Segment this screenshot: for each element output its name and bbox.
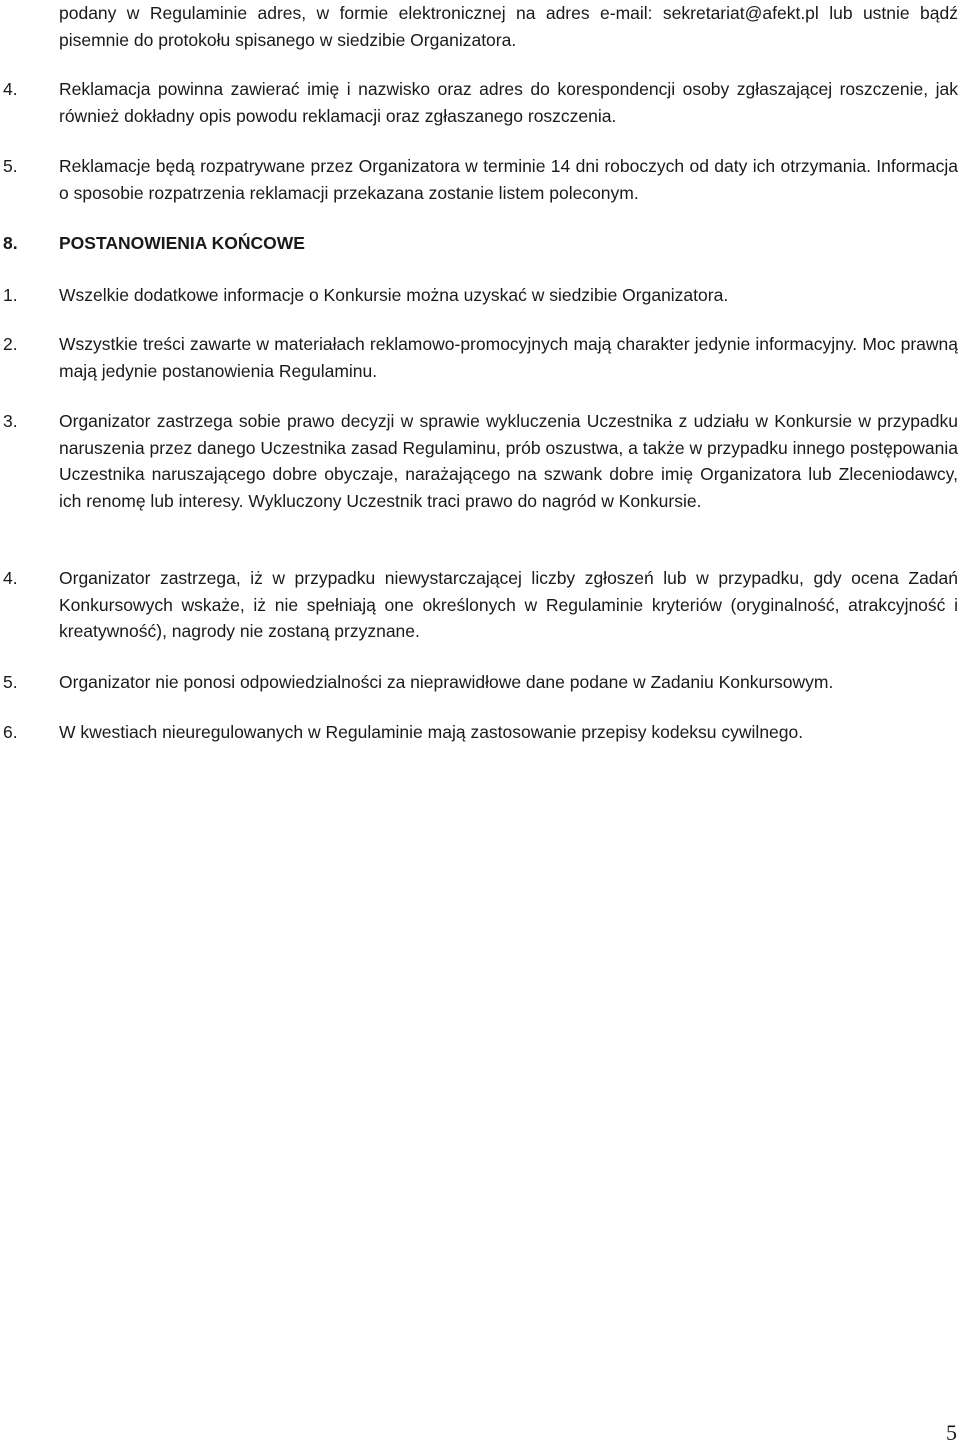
list-item (0, 153, 958, 206)
list-item (0, 565, 958, 645)
continuation-paragraph (0, 0, 958, 53)
item-number: 2. (3, 334, 18, 354)
item-text: Organizator zastrzega sobie prawo decyzji w sprawie wykluczenia Uczestnika z udziału w Konkursie w przypadku naruszenia przez danego Uczestnika zasad Regulaminu, prób oszustwa, a także w przypadku innego postępowania Uczestnika naruszającego dobre obyczaje, narażającego na szwank dobre imię Organizatora lub Zleceniodawcy, ich renomę lub interesy. Wykluczony Uczestnik traci prawo do nagród w Konkursie. (59, 411, 958, 511)
section8-item-5 (0, 669, 958, 696)
section-heading (0, 230, 958, 257)
item-text: Reklamacje będą rozpatrywane przez Organizatora w terminie 14 dni roboczych od daty ich otrzymania. Informacja o sposobie rozpatrzenia reklamacji przekazana zostanie listem poleconym. (59, 156, 958, 203)
section8-item-1 (0, 282, 958, 309)
paragraph-text: podany w Regulaminie adres, w formie elektronicznej na adres e-mail: sekretariat@afekt.pl lub ustnie bądź pisemnie do protokołu spisanego w siedzibie Organizatora. (59, 3, 958, 50)
section-number: 8. (3, 233, 18, 253)
page-number: 5 (946, 1420, 957, 1445)
section-title-text: POSTANOWIENIA KOŃCOWE (59, 233, 305, 253)
section8-item-2 (0, 331, 958, 384)
list-item (0, 719, 958, 746)
section7-item-4 (0, 76, 958, 129)
item-text: Organizator zastrzega, iż w przypadku niewystarczającej liczby zgłoszeń lub w przypadku, gdy ocena Zadań Konkursowych wskaże, iż nie spełniają one określonych w Regulaminie kryteriów (oryginalność, atrakcyjność i kreatywność), nagrody nie zostaną przyznane. (59, 568, 958, 641)
item-text: Wszystkie treści zawarte w materiałach reklamowo-promocyjnych mają charakter jedynie informacyjny. Moc prawną mają jedynie postanowienia Regulaminu. (59, 334, 958, 381)
section-title (0, 230, 958, 257)
item-number: 5. (3, 672, 18, 692)
item-text: Reklamacja powinna zawierać imię i nazwisko oraz adres do korespondencji osoby zgłaszającej roszczenie, jak również dokładny opis powodu reklamacji oraz zgłaszanego roszczenia. (59, 79, 958, 126)
section8-item-3 (0, 408, 958, 514)
item-text: W kwestiach nieuregulowanych w Regulaminie mają zastosowanie przepisy kodeksu cywilnego. (59, 722, 804, 742)
item-text: Wszelkie dodatkowe informacje o Konkursie można uzyskać w siedzibie Organizatora. (59, 285, 729, 305)
item-number: 3. (3, 411, 18, 431)
list-item (0, 76, 958, 129)
section8-item-6 (0, 719, 958, 746)
list-item (0, 331, 958, 384)
item-number: 4. (3, 568, 18, 588)
list-item (0, 282, 958, 309)
item-number: 1. (3, 285, 18, 305)
list-item (0, 669, 958, 696)
item-number: 4. (3, 79, 18, 99)
item-number: 6. (3, 722, 18, 742)
section8-item-4 (0, 565, 958, 645)
section7-item-5 (0, 153, 958, 206)
list-item (0, 408, 958, 514)
item-text: Organizator nie ponosi odpowiedzialności za nieprawidłowe dane podane w Zadaniu Konkursowym. (59, 672, 834, 692)
item-number: 5. (3, 156, 18, 176)
